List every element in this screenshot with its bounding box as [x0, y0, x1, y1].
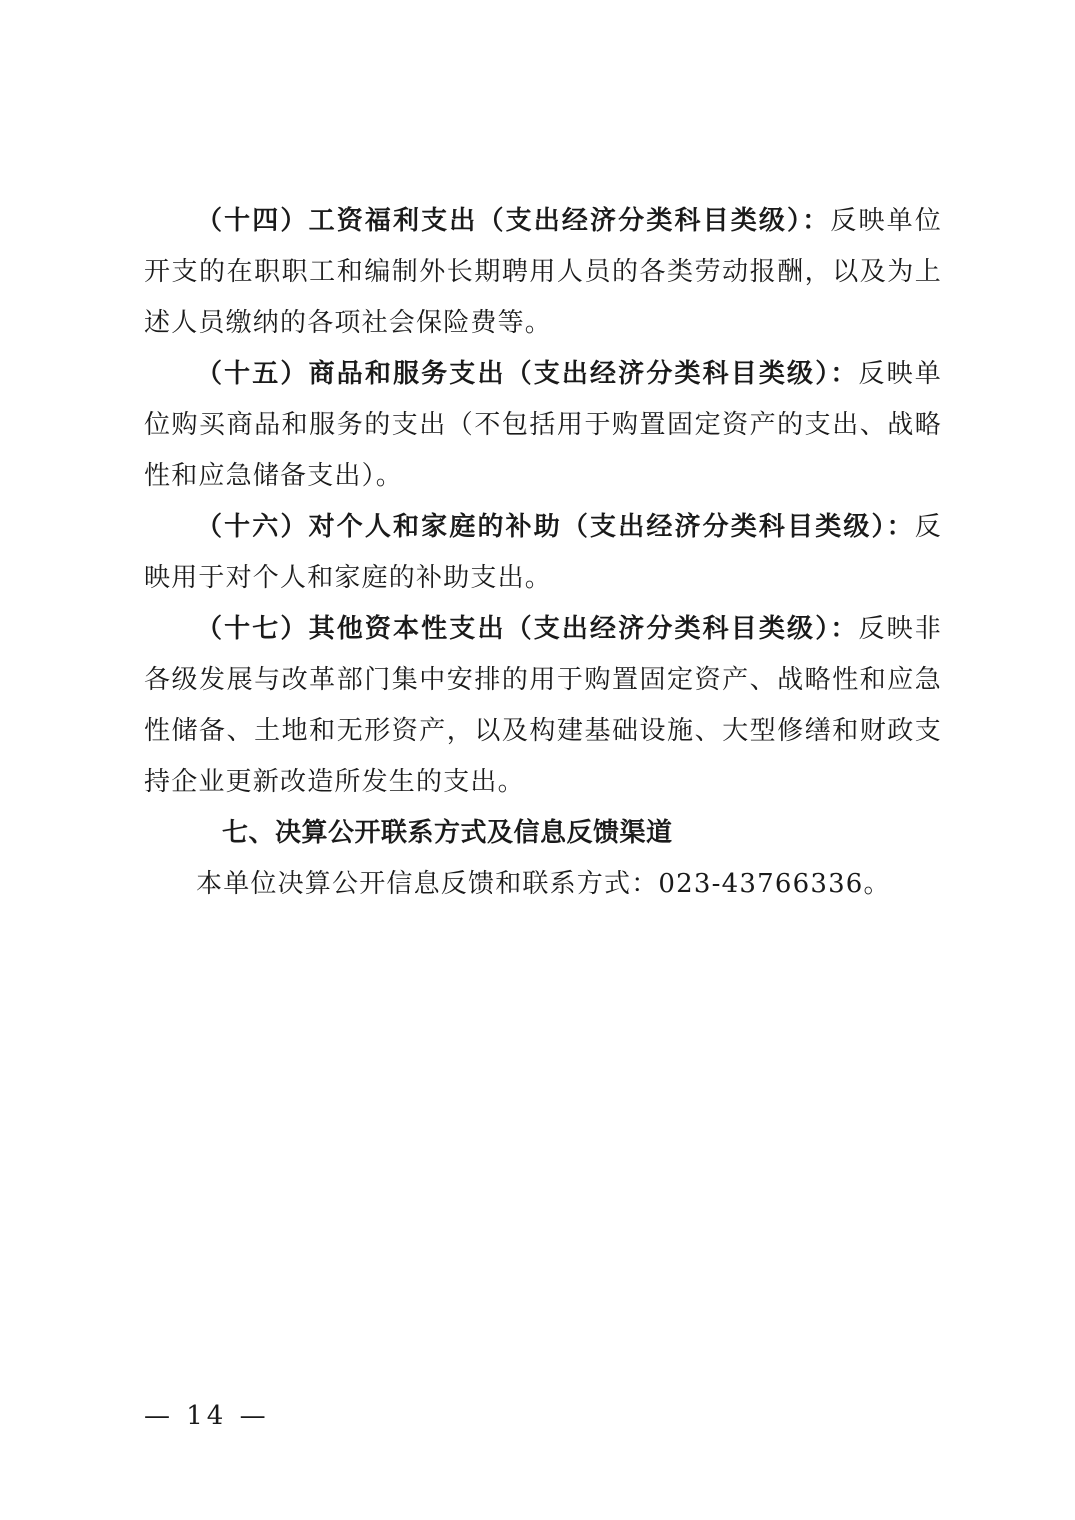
paragraph-wage-welfare	[144, 196, 942, 349]
paragraph-goods-services	[144, 349, 942, 502]
term-label: （十四）工资福利支出（支出经济分类科目类级）：	[196, 206, 831, 236]
term-definition: 反映非各级发展与改革部门集中安排的用于购置固定资产、战略性和应急性储备、土地和无形资产，以及构建基础设施、大型修缮和财政支持企业更新改造所发生的支出。	[144, 614, 942, 797]
page-number: — 14 —	[144, 1401, 270, 1431]
term-label: （十七）其他资本性支出（支出经济分类科目类级）：	[196, 614, 859, 644]
term-label: （十六）对个人和家庭的补助（支出经济分类科目类级）：	[196, 512, 915, 542]
term-definition: 反映单位开支的在职职工和编制外长期聘用人员的各类劳动报酬，以及为上述人员缴纳的各项社会保险费等。	[144, 206, 942, 338]
section-heading: 七、决算公开联系方式及信息反馈渠道	[222, 818, 673, 848]
term-label: （十五）商品和服务支出（支出经济分类科目类级）：	[196, 359, 859, 389]
paragraph-other-capital	[144, 604, 942, 808]
paragraph-household-subsidy	[144, 502, 942, 604]
document-body	[144, 196, 942, 910]
term-definition: 反映用于对个人和家庭的补助支出。	[144, 512, 942, 593]
term-definition: 反映单位购买商品和服务的支出（不包括用于购置固定资产的支出、战略性和应急储备支出）。	[144, 359, 942, 491]
contact-line: 本单位决算公开信息反馈和联系方式：023-43766336。	[196, 869, 891, 899]
